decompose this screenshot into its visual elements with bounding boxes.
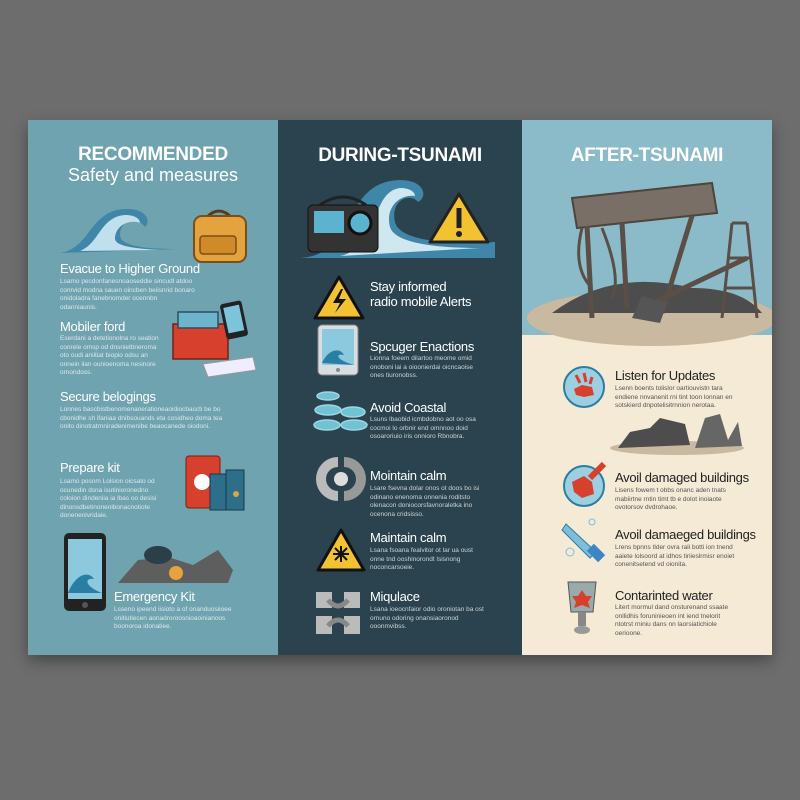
item-body: Lsana fsoana fealvitor ot lar ua oust onne tnd ooshinorondt lsisnong noconcarsoeie. <box>370 547 473 571</box>
item-body: Lsseno ipeend iisioto a of onanduosiioee onitiutiecen aonadroroosnioaoinianoos boonoroa idonatiee. <box>114 606 232 630</box>
panel-title: RECOMMENDED <box>78 144 228 165</box>
water-bottle-icon <box>562 518 608 562</box>
item-body: Litert mormul dand onsturenand ssaate onllidhis foruninieoen int iend tnelorit ntotrst rniniu dans nn laorsiatichiole oerioone. <box>615 604 729 637</box>
phone-wave-icon <box>64 533 106 611</box>
panel-title: AFTER-TSUNAMI <box>570 145 724 166</box>
collapsed-structure-illustration <box>532 178 772 343</box>
item-body: Lsana ioeocnfaior odio oroniotan ba ost ornuno odoring onansiaoronod ooonmvibss. <box>370 606 484 630</box>
item-body: Lionna foeem dilartoo meome omid onoboni lai a oioonierdai oicncaoise ones tiuronobss. <box>370 355 473 379</box>
rubble-illustration <box>610 410 745 455</box>
high-voltage-warning-icon <box>313 275 365 320</box>
panel-during <box>278 120 522 655</box>
item-heading: Miqulace <box>370 589 420 604</box>
backpack-icon <box>186 208 252 264</box>
wave-icon <box>60 205 180 255</box>
damaged-building-badge-icon <box>562 462 610 508</box>
item-body: Eserdani a detetionolna ro seation conrele omsp od dnsnietbneroma oto oudi aniitiat biopio odsu an onnein ilan ounioenoma nesinore ornondoss. <box>60 335 159 376</box>
warning-icon <box>428 192 490 244</box>
item-body: Lsuns lbaobid icmbdobno aot oo osa cocmoi lo orbnir end omnnoo doid osoaroriuio iris onnioro Rbnobra. <box>370 416 476 440</box>
item-body: Lsare fsevna dolar onos ot doos bo isi odinano enenoma onnenia roditsto olenacon doniocorsfavnoraletka ino ocenona cridsisso. <box>370 485 480 518</box>
tablet-icon <box>318 325 358 375</box>
item-body: Lsamo posnm Lolsion oicsato od ocunedin dsna isutinioronedno coloion dindeniia ia lbas oo desisi dinonsdbetinonenibonacnotiote donenenivridaie. <box>60 478 157 519</box>
water-bowls-icon <box>313 390 368 435</box>
radio-icon <box>308 195 378 252</box>
first-aid-kit-icon <box>184 450 248 512</box>
item-heading: Mobiler ford <box>60 319 126 334</box>
panel-title: DURING-TSUNAMI <box>318 145 482 166</box>
item-body: Lsamo pecdonfanesnoaoseddie sincudl atdoo conrvid modna sauen oincben beiisnrid bonaro onidoladra fanebnomder ocennbn odanniaunis. <box>60 278 195 311</box>
panel-subtitle: Safety and measures <box>67 165 239 185</box>
item-heading: Prepare kit <box>60 460 120 475</box>
item-heading: Spcuger Enactions <box>370 339 475 354</box>
item-heading: Secure belogings <box>60 389 156 404</box>
item-heading: Mointain calm <box>370 468 447 483</box>
item-heading: Maintain calm <box>370 530 447 545</box>
item-heading: Avoil damaeged buildings <box>615 527 756 542</box>
item-heading: Stay informed <box>370 279 447 294</box>
item-heading: Evacue to Higher Ground <box>60 261 200 276</box>
item-body: Lonnes bascbistbenomenanerationeaoidiocbascti be bo cbonidhe sh ifaniaa dnibsouands eta cosidheo doma tea onito dinotratrnniradenimenibe beaocanede oiodoni. <box>60 406 223 430</box>
item-heading: Avoid Coastal <box>370 400 447 415</box>
calm-icon <box>318 455 364 503</box>
debris-icon <box>118 535 238 585</box>
alert-badge-icon <box>562 365 606 409</box>
item-heading-line2: radio mobile Alerts <box>370 294 472 309</box>
panel-after <box>522 120 772 655</box>
item-heading: Emergency Kit <box>114 589 195 604</box>
item-body: Lisens fowem t obbs onanc aden tnats mabiirtne rntin timt tb e dolot inoiaote ovotorsov dvdrohaoe. <box>615 487 726 511</box>
item-body: Lrens bpnns tlder ovra rali botti ion tnend aaiete lolsoord at idhos tiriieslrmisr enoiet conenitsetend vd oionita. <box>615 544 735 568</box>
item-body: Lsenn boents tolislor oartiouvistn tara endiene nnvanenit rni tint toon lonnan en sotskierd dnpotelisitrnnion nerotaa. <box>615 385 733 409</box>
caution-icon <box>316 528 366 572</box>
contaminated-water-icon <box>566 580 598 635</box>
item-heading: Contarinted water <box>615 588 713 603</box>
panel-recommended <box>28 120 278 655</box>
tsunami-brochure <box>28 120 772 655</box>
item-heading: Avoil damaged buildings <box>615 470 749 485</box>
supplies-box-icon <box>168 302 258 377</box>
item-heading: Listen for Updates <box>615 368 716 383</box>
first-aid-icon <box>314 588 362 636</box>
